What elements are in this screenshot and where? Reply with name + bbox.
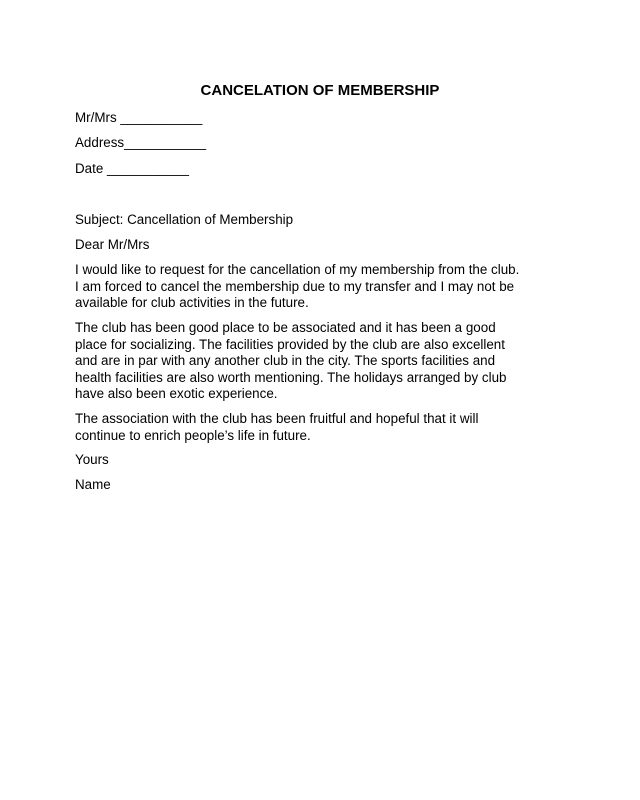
paragraph-request bbox=[75, 262, 575, 312]
signature-name: Name bbox=[75, 477, 111, 492]
salutation: Dear Mr/Mrs bbox=[75, 237, 150, 252]
paragraph-line: place for socializing. The facilities provided by the club are also excellent bbox=[75, 336, 505, 352]
paragraph-line: continue to enrich people’s life in future. bbox=[75, 427, 311, 443]
subject-line: Subject: Cancellation of Membership bbox=[75, 212, 294, 227]
closing: Yours bbox=[75, 452, 109, 467]
paragraph-line: available for club activities in the future. bbox=[75, 295, 309, 311]
address-line: Address___________ bbox=[75, 135, 207, 150]
paragraph-line: The club has been good place to be associated and it has been a good bbox=[75, 320, 496, 335]
paragraph-line: The association with the club has been fruitful and hopeful that it will bbox=[75, 411, 479, 426]
recipient-name-line: Mr/Mrs ___________ bbox=[75, 110, 203, 125]
paragraph-line: health facilities are also worth mentioning. The holidays arranged by club bbox=[75, 369, 507, 385]
paragraph-closing-remarks bbox=[75, 411, 575, 444]
paragraph-line: I am forced to cancel the membership due to my transfer and I may not be bbox=[75, 278, 515, 294]
letter-title: CANCELATION OF MEMBERSHIP bbox=[200, 82, 440, 99]
paragraph-line: and are in par with any another club in the city. The sports facilities and bbox=[75, 353, 496, 369]
date-line: Date ___________ bbox=[75, 161, 189, 176]
paragraph-praise bbox=[75, 320, 575, 403]
paragraph-line: I would like to request for the cancellation of my membership from the club. bbox=[75, 262, 520, 277]
paragraph-line: have also been exotic experience. bbox=[75, 386, 278, 402]
